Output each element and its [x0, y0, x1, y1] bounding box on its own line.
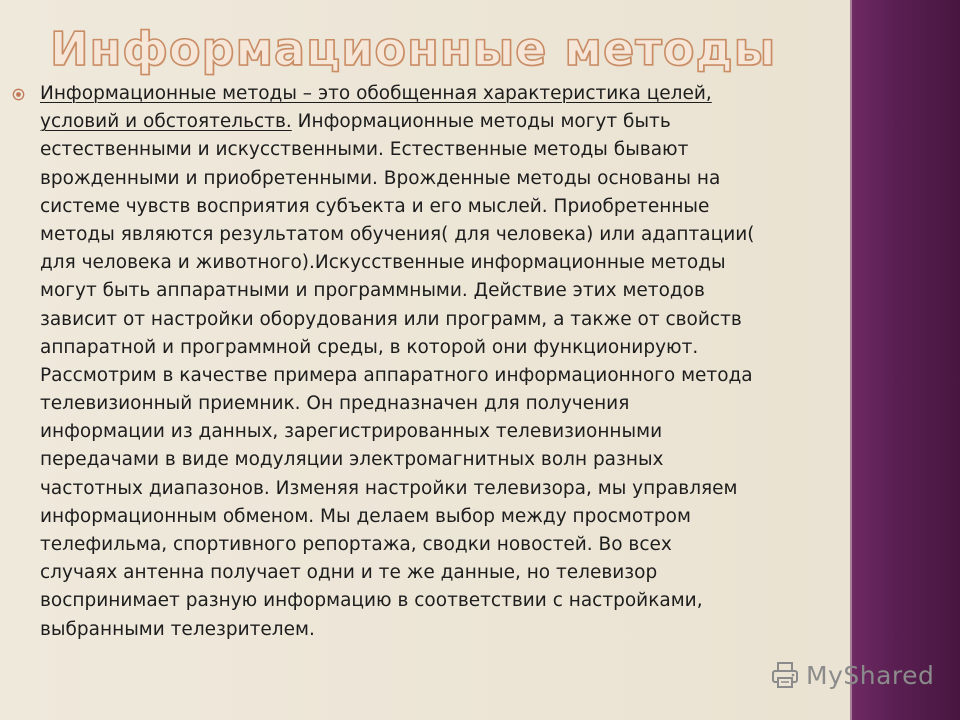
text-segment: аппаратной и программной среды, в которой они функционируют.: [40, 336, 699, 358]
watermark: [770, 655, 960, 695]
text-line: [40, 390, 860, 418]
text-segment: могут быть аппаратными и программными. Действие этих методов: [40, 280, 705, 302]
text-segment: случаях антенна получает одни и те же данные, но телевизор: [40, 562, 658, 584]
text-segment: частотных диапазонов. Изменяя настройки телевизора, мы управляем: [40, 477, 738, 499]
text-line: [40, 108, 860, 136]
text-segment: естественными и искусственными. Естественные методы бывают: [40, 139, 689, 161]
text-line: [40, 277, 860, 305]
text-line: [40, 249, 860, 277]
side-decoration-band: [852, 0, 960, 720]
text-segment: для человека и животного).Искусственные информационные методы: [40, 252, 726, 274]
printer-icon: [770, 660, 800, 690]
text-segment: врожденными и приобретенными. Врожденные методы основаны на: [40, 167, 721, 189]
underlined-definition: условий и обстоятельств.: [40, 111, 292, 133]
text-segment: информации из данных, зарегистрированных телевизионными: [40, 421, 663, 443]
bullet-icon: [12, 88, 25, 101]
text-segment: Информационные методы могут быть: [291, 111, 671, 133]
text-segment: воспринимает разную информацию в соответствии с настройками,: [40, 590, 703, 612]
text-line: [40, 616, 860, 644]
text-line: [40, 503, 860, 531]
text-line: [40, 136, 860, 164]
text-line: [40, 418, 860, 446]
text-line: [40, 531, 860, 559]
text-line: [40, 475, 860, 503]
text-segment: передачами в виде модуляции электромагнитных волн разных: [40, 449, 664, 471]
watermark-text: MyShared: [806, 660, 935, 690]
text-line: [40, 165, 860, 193]
text-line: [40, 559, 860, 587]
slide-body-text: [40, 80, 860, 644]
text-segment: телевизионный приемник. Он предназначен для получения: [40, 393, 630, 415]
text-line: [40, 193, 860, 221]
text-line: [40, 587, 860, 615]
text-segment: методы являются результатом обучения( для человека) или адаптации(: [40, 223, 755, 245]
text-segment: телефильма, спортивного репортажа, сводки новостей. Во всех: [40, 534, 672, 555]
text-line: [40, 306, 860, 334]
text-line: [40, 80, 860, 108]
underlined-definition: Информационные методы – это обобщенная характеристика целей,: [40, 83, 712, 104]
text-line: [40, 221, 860, 249]
text-segment: выбранными телезрителем.: [40, 618, 315, 640]
text-line: [40, 446, 860, 474]
slide-title: Информационные методы: [50, 22, 777, 76]
text-line: [40, 334, 860, 362]
text-segment: зависит от настройки оборудования или программ, а также от свойств: [40, 308, 742, 330]
text-line: [40, 362, 860, 390]
text-segment: Рассмотрим в качестве примера аппаратного информационного метода: [40, 364, 753, 386]
text-segment: информационным обменом. Мы делаем выбор между просмотром: [40, 505, 691, 527]
text-segment: системе чувств восприятия субъекта и его мыслей. Приобретенные: [40, 195, 710, 217]
